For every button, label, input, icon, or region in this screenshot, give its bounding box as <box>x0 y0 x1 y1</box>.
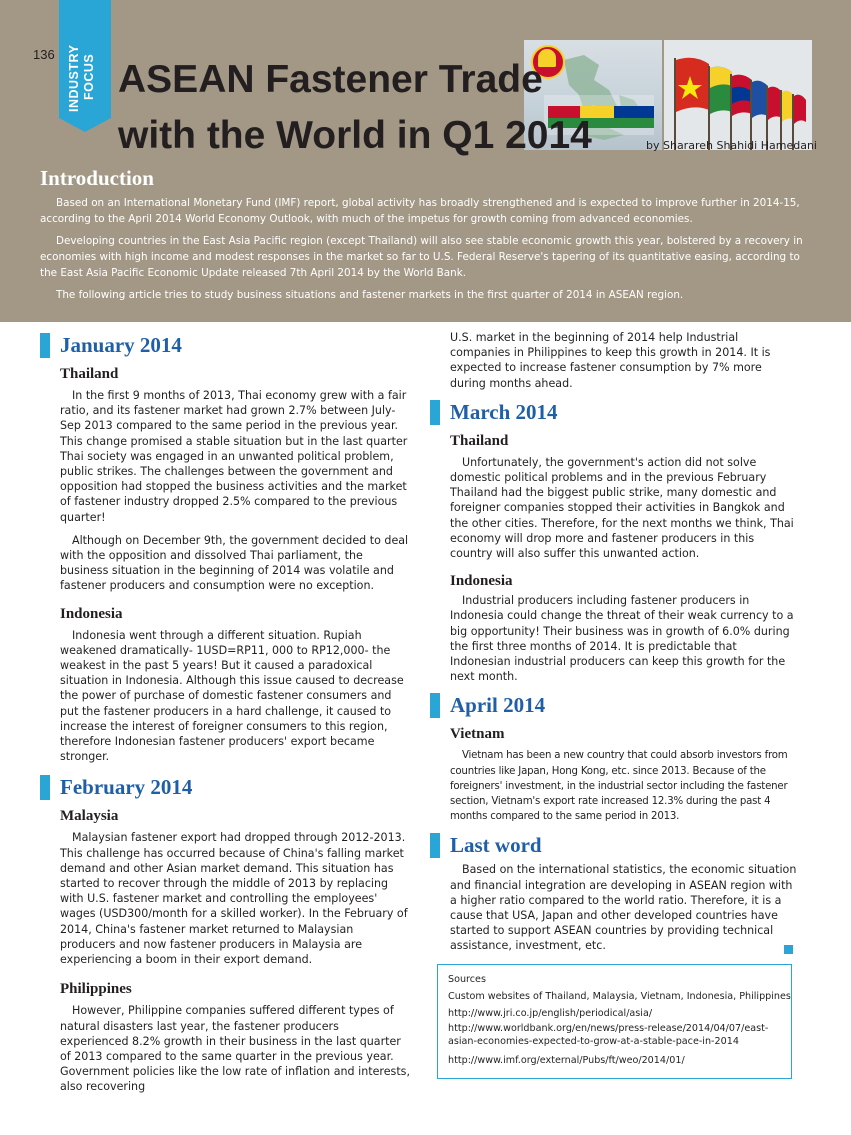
intro-section <box>40 195 810 309</box>
intro-paragraph-3: The following article tries to study business situations and fastener markets in the first quarter of 2014 in ASEAN region. <box>56 289 684 301</box>
title-line-1: ASEAN Fastener Trade <box>118 58 543 101</box>
last-word-body <box>430 862 800 953</box>
source-4-link[interactable]: http://www.imf.org/external/Pubs/ft/weo/2014/01/ <box>448 1055 685 1066</box>
country-thailand-mar: Thailand <box>450 432 509 449</box>
right-column <box>430 330 800 962</box>
intro-heading: Introduction <box>40 166 154 190</box>
heading-april: April 2014 <box>430 692 800 718</box>
country-vietnam: Vietnam <box>450 726 505 743</box>
feb-philippines-continued <box>430 330 800 391</box>
heading-last-word: Last word <box>430 832 800 858</box>
jan-indonesia-body <box>40 628 410 765</box>
page-number: 136 <box>33 47 55 62</box>
mar-thailand-body <box>430 455 800 561</box>
country-thailand-jan: Thailand <box>60 366 119 382</box>
left-column <box>40 332 410 1103</box>
tag-line-2: FOCUS <box>82 53 96 100</box>
source-1: Custom websites of Thailand, Malaysia, Vietnam, Indonesia, Philippines <box>448 991 791 1002</box>
feb-malaysia-body <box>40 830 410 967</box>
jan-indonesia-p1: Indonesia went through a different situation. Rupiah weakened dramatically- 1USD=RP11, 000 to RP12,000- the weakest in the past 5 years! But it caused a paradoxical situation in Indonesia. Although this issue caused to decrease the power of purchase of domestic fastener consumers and put the fastener producers in a hard challenge, it caused to increase the interest of foreigner consumers to this region, therefore Indonesian fastener producers' export became stronger. <box>60 628 404 764</box>
feb-philippines-p1-continued: U.S. market in the beginning of 2014 help Industrial companies in Philippines to keep this growth in 2014. It is expected to increase fastener consumption by 7% more during months ahead. <box>450 331 771 390</box>
country-philippines: Philippines <box>60 981 132 998</box>
source-2-link[interactable]: http://www.jri.co.jp/english/periodical/asia/ <box>448 1008 653 1019</box>
asean-flags-image <box>664 40 812 150</box>
byline: by Sharareh Shahidi Hamedani <box>646 139 817 152</box>
jan-thailand-body <box>40 388 410 594</box>
heading-january: January 2014 <box>40 332 410 358</box>
title-line-2: with the World in Q1 2014 <box>118 114 592 157</box>
apr-vietnam-body <box>430 748 800 824</box>
sources-heading: Sources <box>448 974 486 985</box>
mar-indonesia-body <box>430 593 800 684</box>
section-tag <box>59 0 111 118</box>
feb-philippines-body <box>40 1003 410 1094</box>
country-indonesia-jan: Indonesia <box>60 605 123 622</box>
last-word-p1: Based on the international statistics, the economic situation and financial integration are developing in ASEAN region with a higher ratio compared to the world ratio. Therefore, it is a cause that USA, Japan and other developed countries have started to support ASEAN countries by providing technical assistance, investment, etc. <box>450 863 797 953</box>
country-malaysia: Malaysia <box>60 808 119 825</box>
feb-malaysia-p1: Malaysian fastener export had dropped through 2012-2013. This challenge has occurred because of China's falling market demand and other Asian market demand. This situation has started to recover through the middle of 2013 by replacing with U.S. fastener market and controlling the employees' wages (USD300/month for a skilled worker). In the February of 2014, China's fastener market returned to Malaysian producers and now fastener producers in Malaysia are experiencing a boom in their export demand. <box>60 831 408 967</box>
heading-february: February 2014 <box>40 774 410 800</box>
jan-thailand-p1: In the first 9 months of 2013, Thai economy grew with a fair ratio, and its fastener market had grown 2.7% between July-Sep 2013 compared to the same period in the previous year. This change promised a stable situation but in the last quarter Thai society was engaged in an unwanted political problem, public strikes. The challenges between the government and opposition had stopped the business activities and the market of fastener industry dropped 2.5% compared to the previous quarter! <box>60 389 408 524</box>
article-title <box>118 52 638 164</box>
heading-march: March 2014 <box>430 399 800 425</box>
end-of-article-mark <box>784 945 793 954</box>
mar-indonesia-p1: Industrial producers including fastener producers in Indonesia could change the threat of their weak currency to a big opportunity! Their business was in growth of 6.0% during the first three months of 2014. It is predictable that Indonesian industrial producers can keep this growth for the next month. <box>450 594 794 684</box>
source-3-link-cont[interactable]: asian-economies-expected-to-grow-at-a-stable-pace-in-2014 <box>448 1036 739 1047</box>
feb-philippines-p1: However, Philippine companies suffered different types of natural disasters last year, the fastener producers experienced 8.2% growth in their business in the last quarter of 2013 compared to the same quarter in the previous year. Government policies like the low rate of inflation and interests, also recovering <box>60 1004 410 1094</box>
source-3-link[interactable]: http://www.worldbank.org/en/news/press-release/2014/04/07/east- <box>448 1023 769 1034</box>
jan-thailand-p2: Although on December 9th, the government decided to deal with the opposition and dissolved Thai parliament, the business situation in the beginning of 2014 was volatile and fastener producers and consumption were no exception. <box>60 533 409 593</box>
intro-paragraph-2: Developing countries in the East Asia Pacific region (except Thailand) will also see stable economic growth this year, bolstered by a recovery in economies with high income and modest responses in the market so far to U.S. Federal Reserve's tapering of its quantitative easing, according to the East Asia Pacific Economic Update released 7th April 2014 by the World Bank. <box>40 235 803 279</box>
apr-vietnam-p1: Vietnam has been a new country that could absorb investors from countries like Japan, Hong Kong, etc. since 2013. Because of the foreigners' investment, in the industrial sector including the fastener section, Vietnam's export rate increased 12.3% during the past 4 months compared to the same period in 2013. <box>450 750 788 823</box>
tag-line-1: INDUSTRY <box>67 44 81 112</box>
section-tag-text <box>67 2 97 112</box>
country-indonesia-mar: Indonesia <box>450 573 513 590</box>
sources-box <box>437 964 792 1079</box>
mar-thailand-p1: Unfortunately, the government's action did not solve domestic political problems and in the previous February Thailand had the biggest public strike, many domestic and foreigner companies stopped their activities in Bangkok and the other cities. Therefore, for the next months we think, Thai economy will drop more and fastener producers in this country will also suffer this unwanted action. <box>450 455 794 561</box>
flags-graphic <box>664 40 812 150</box>
intro-paragraph-1: Based on an International Monetary Fund (IMF) report, global activity has broadly strengthened and is expected to improve further in 2014-15, according to the April 2014 World Economy Outlook, with much of the impetus for growth coming from advanced economies. <box>40 197 800 225</box>
